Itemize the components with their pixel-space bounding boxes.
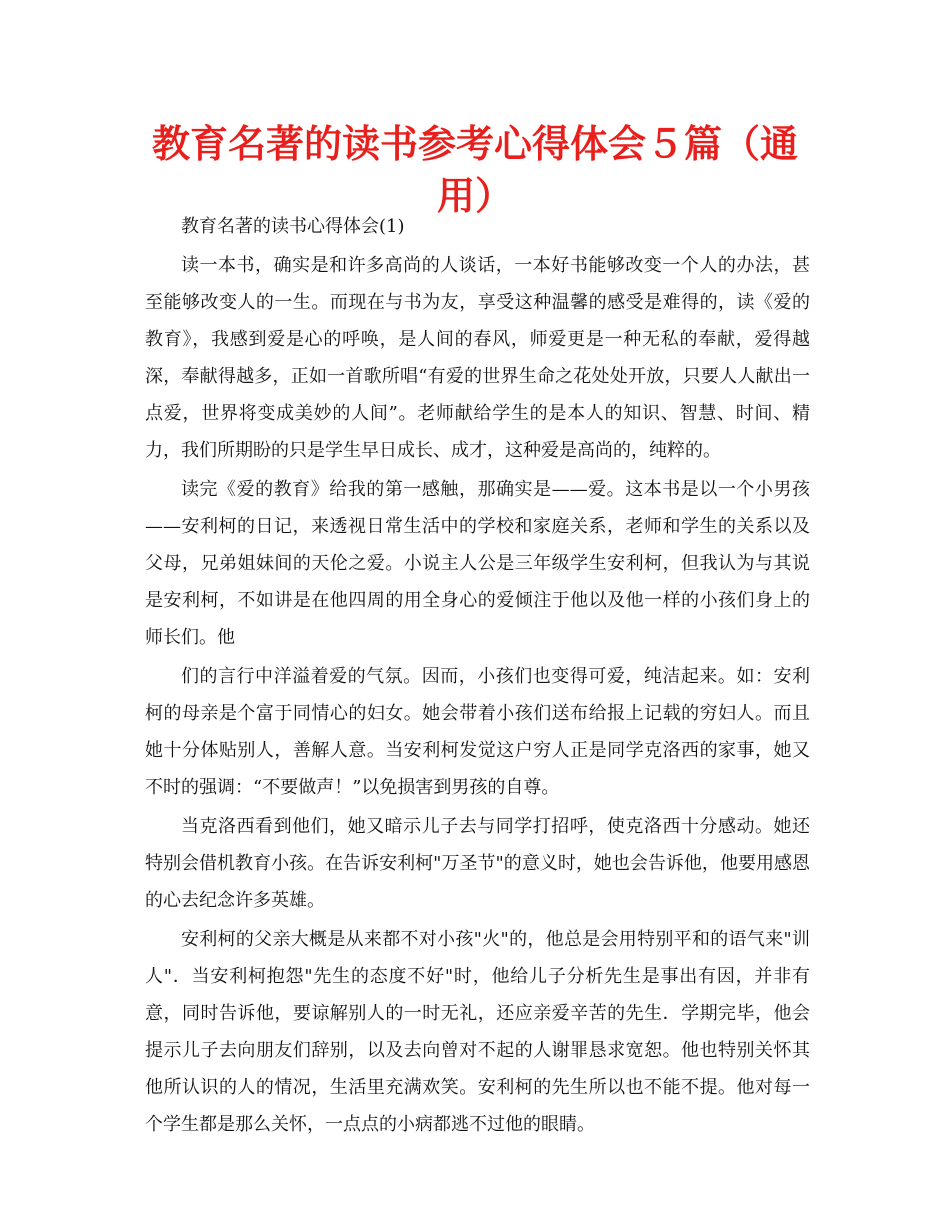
- paragraph-3: 们的言行中洋溢着爱的气氛。因而，小孩们也变得可爱，纯洁起来。如：安利柯的母亲是个富于同情心的妇女。她会带着小孩们送布给报上记载的穷妇人。而且她十分体贴别人，善解人意。当安利柯发觉这户穷人正是同学克洛西的家事，她又不时的强调：“不要做声！”以免损害到男孩的自尊。: [145, 666, 810, 798]
- paragraph-4: 当克洛西看到他们，她又暗示儿子去与同学打招呼，使克洛西十分感动。她还特别会借机教育小孩。在告诉安利柯"万圣节"的意义时，她也会告诉他，他要用感恩的心去纪念许多英雄。: [145, 816, 810, 911]
- paragraph-5: 安利柯的父亲大概是从来都不对小孩"火"的，他总是会用特别平和的语气来"训人"．当安利柯抱怨"先生的态度不好"时，他给儿子分析先生是事出有因，并非有意，同时告诉他，要谅解别人的一时无礼，还应亲爱辛苦的先生．学期完毕，他会提示儿子去向朋友们辞别，以及去向曾对不起的人谢罪恳求宽恕。他也特别关怀其他所认识的人的情况，生活里充满欢笑。安利柯的先生所以也不能不提。他对每一个学生都是那么关怀，一点点的小病都逃不过他的眼睛。: [145, 929, 810, 1135]
- document-title: 教育名著的读书参考心得体会５篇（通用）: [151, 122, 798, 218]
- document-body: [145, 208, 810, 1143]
- paragraph-2: 读完《爱的教育》给我的第一感触，那确实是——爱。这本书是以一个小男孩——安利柯的日记，来透视日常生活中的学校和家庭关系，老师和学生的关系以及父母，兄弟姐妹间的天伦之爱。小说主人公是三年级学生安利柯，但我认为与其说是安利柯，不如讲是在他四周的用全身心的爱倾注于他以及他一样的小孩们身上的师长们。他: [145, 479, 810, 648]
- paragraph-1: 读一本书，确实是和许多高尚的人谈话，一本好书能够改变一个人的办法，甚至能够改变人的一生。而现在与书为友，享受这种温馨的感受是难得的，读《爱的教育》，我感到爱是心的呼唤，是人间的春风，师爱更是一种无私的奉献，爱得越深，奉献得越多，正如一首歌所唱“有爱的世界生命之花处处开放，只要人人献出一点爱，世界将变成美妙的人间”。老师献给学生的是本人的知识、智慧、时间、精力，我们所期盼的只是学生早日成长、成才，这种爱是高尚的，纯粹的。: [145, 255, 810, 461]
- section-heading: 教育名著的读书心得体会(1): [181, 216, 405, 237]
